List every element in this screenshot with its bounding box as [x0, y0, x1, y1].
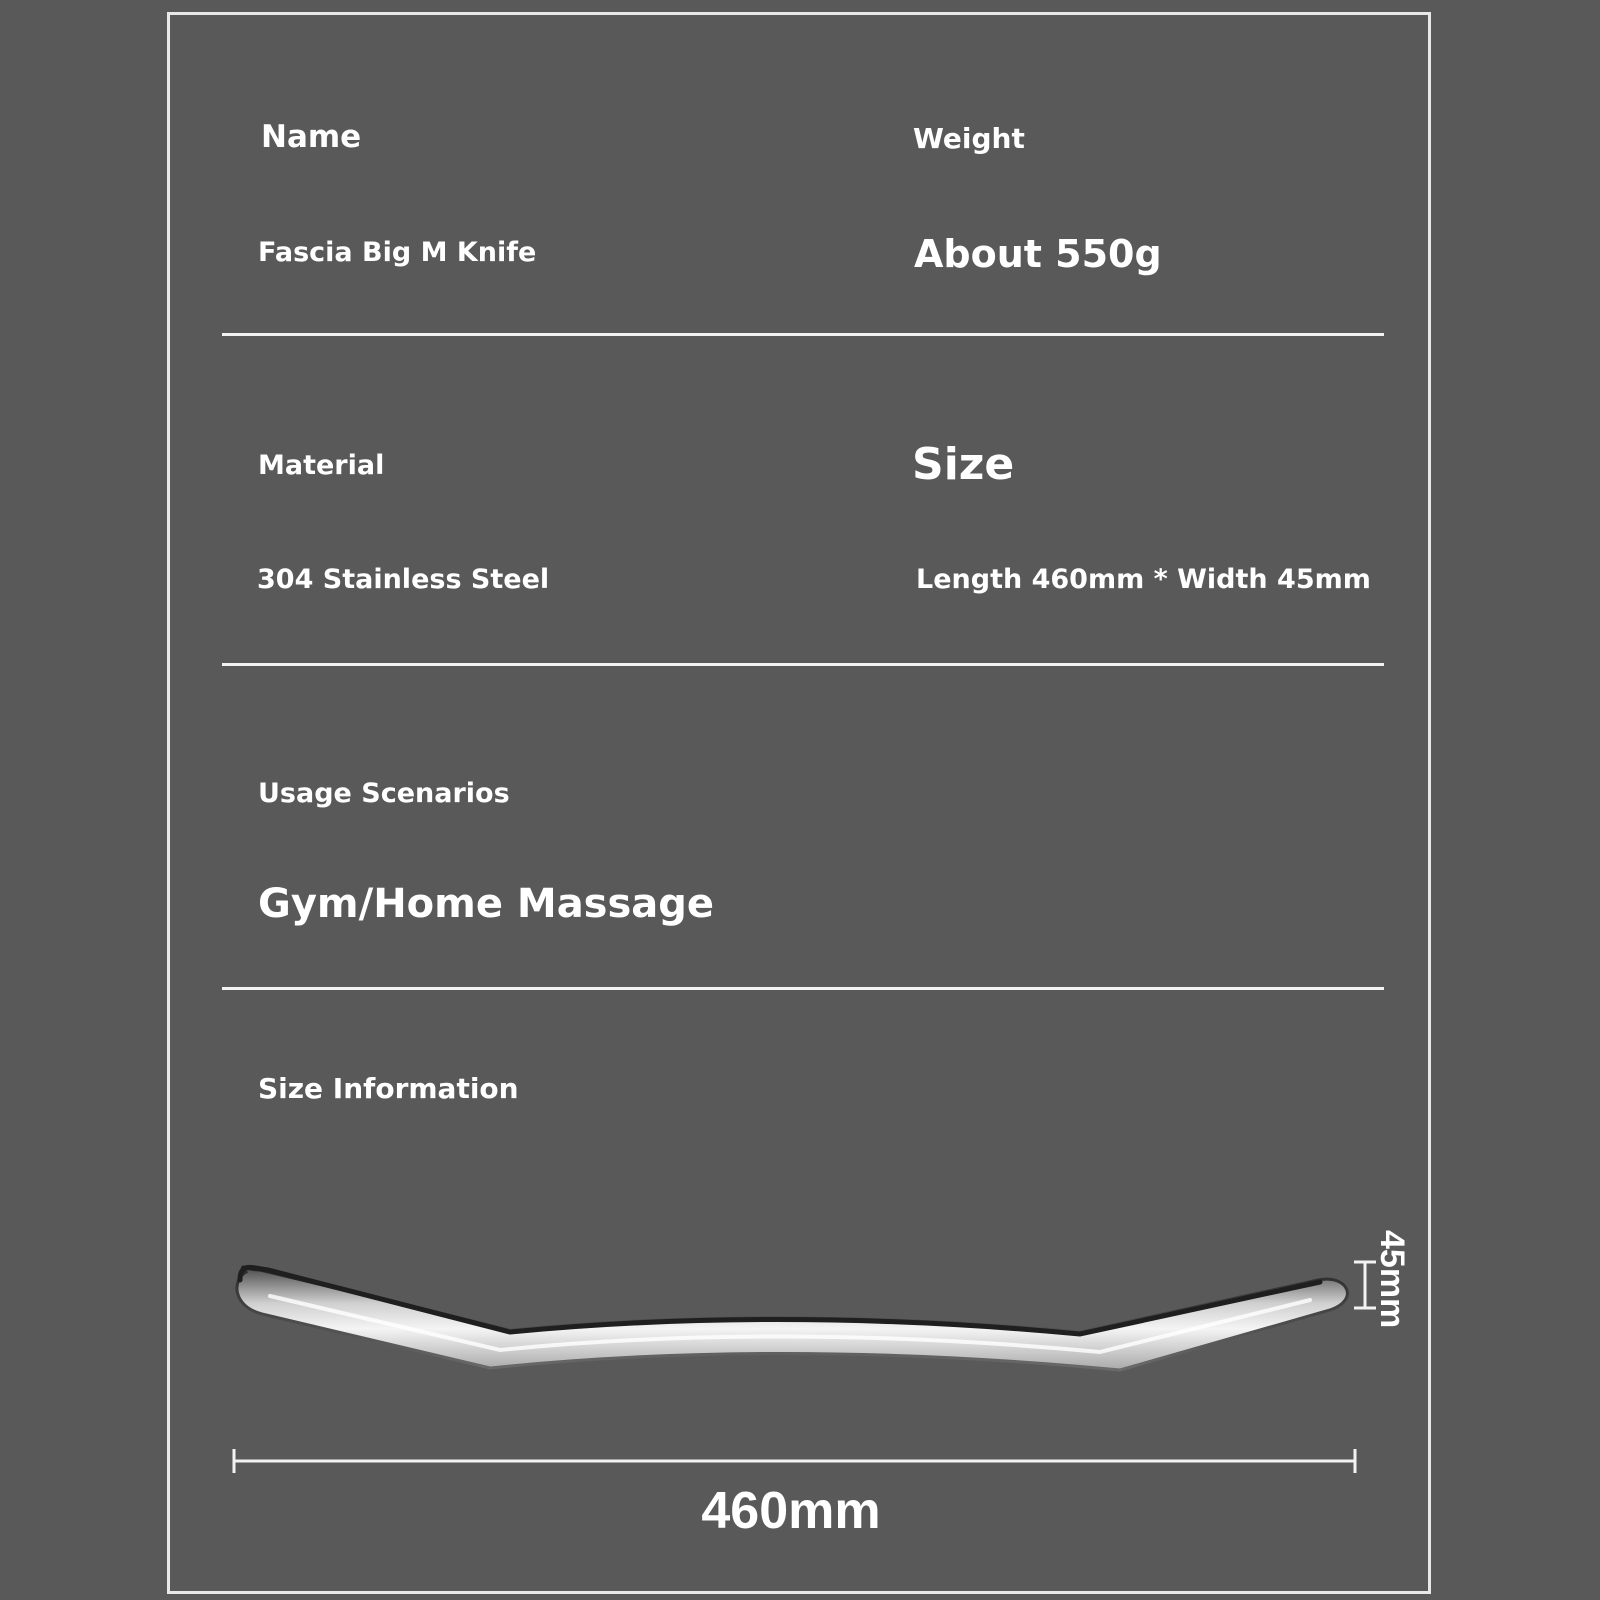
- size-label: Size: [912, 439, 1015, 490]
- usage-label: Usage Scenarios: [258, 778, 510, 809]
- size-value: Length 460mm * Width 45mm: [916, 564, 1371, 595]
- width-label: 45mm: [1373, 1230, 1411, 1329]
- weight-label: Weight: [913, 122, 1025, 155]
- material-label: Material: [258, 450, 385, 481]
- weight-value: About 550g: [914, 232, 1162, 276]
- material-value: 304 Stainless Steel: [257, 564, 550, 595]
- size-info-label: Size Information: [258, 1072, 519, 1105]
- length-dimension-line: [234, 1449, 1355, 1473]
- width-dimension-bracket: [1354, 1262, 1376, 1308]
- usage-value: Gym/Home Massage: [258, 881, 715, 927]
- name-value: Fascia Big M Knife: [258, 237, 537, 268]
- name-label: Name: [261, 119, 362, 155]
- length-label: 460mm: [701, 1482, 881, 1540]
